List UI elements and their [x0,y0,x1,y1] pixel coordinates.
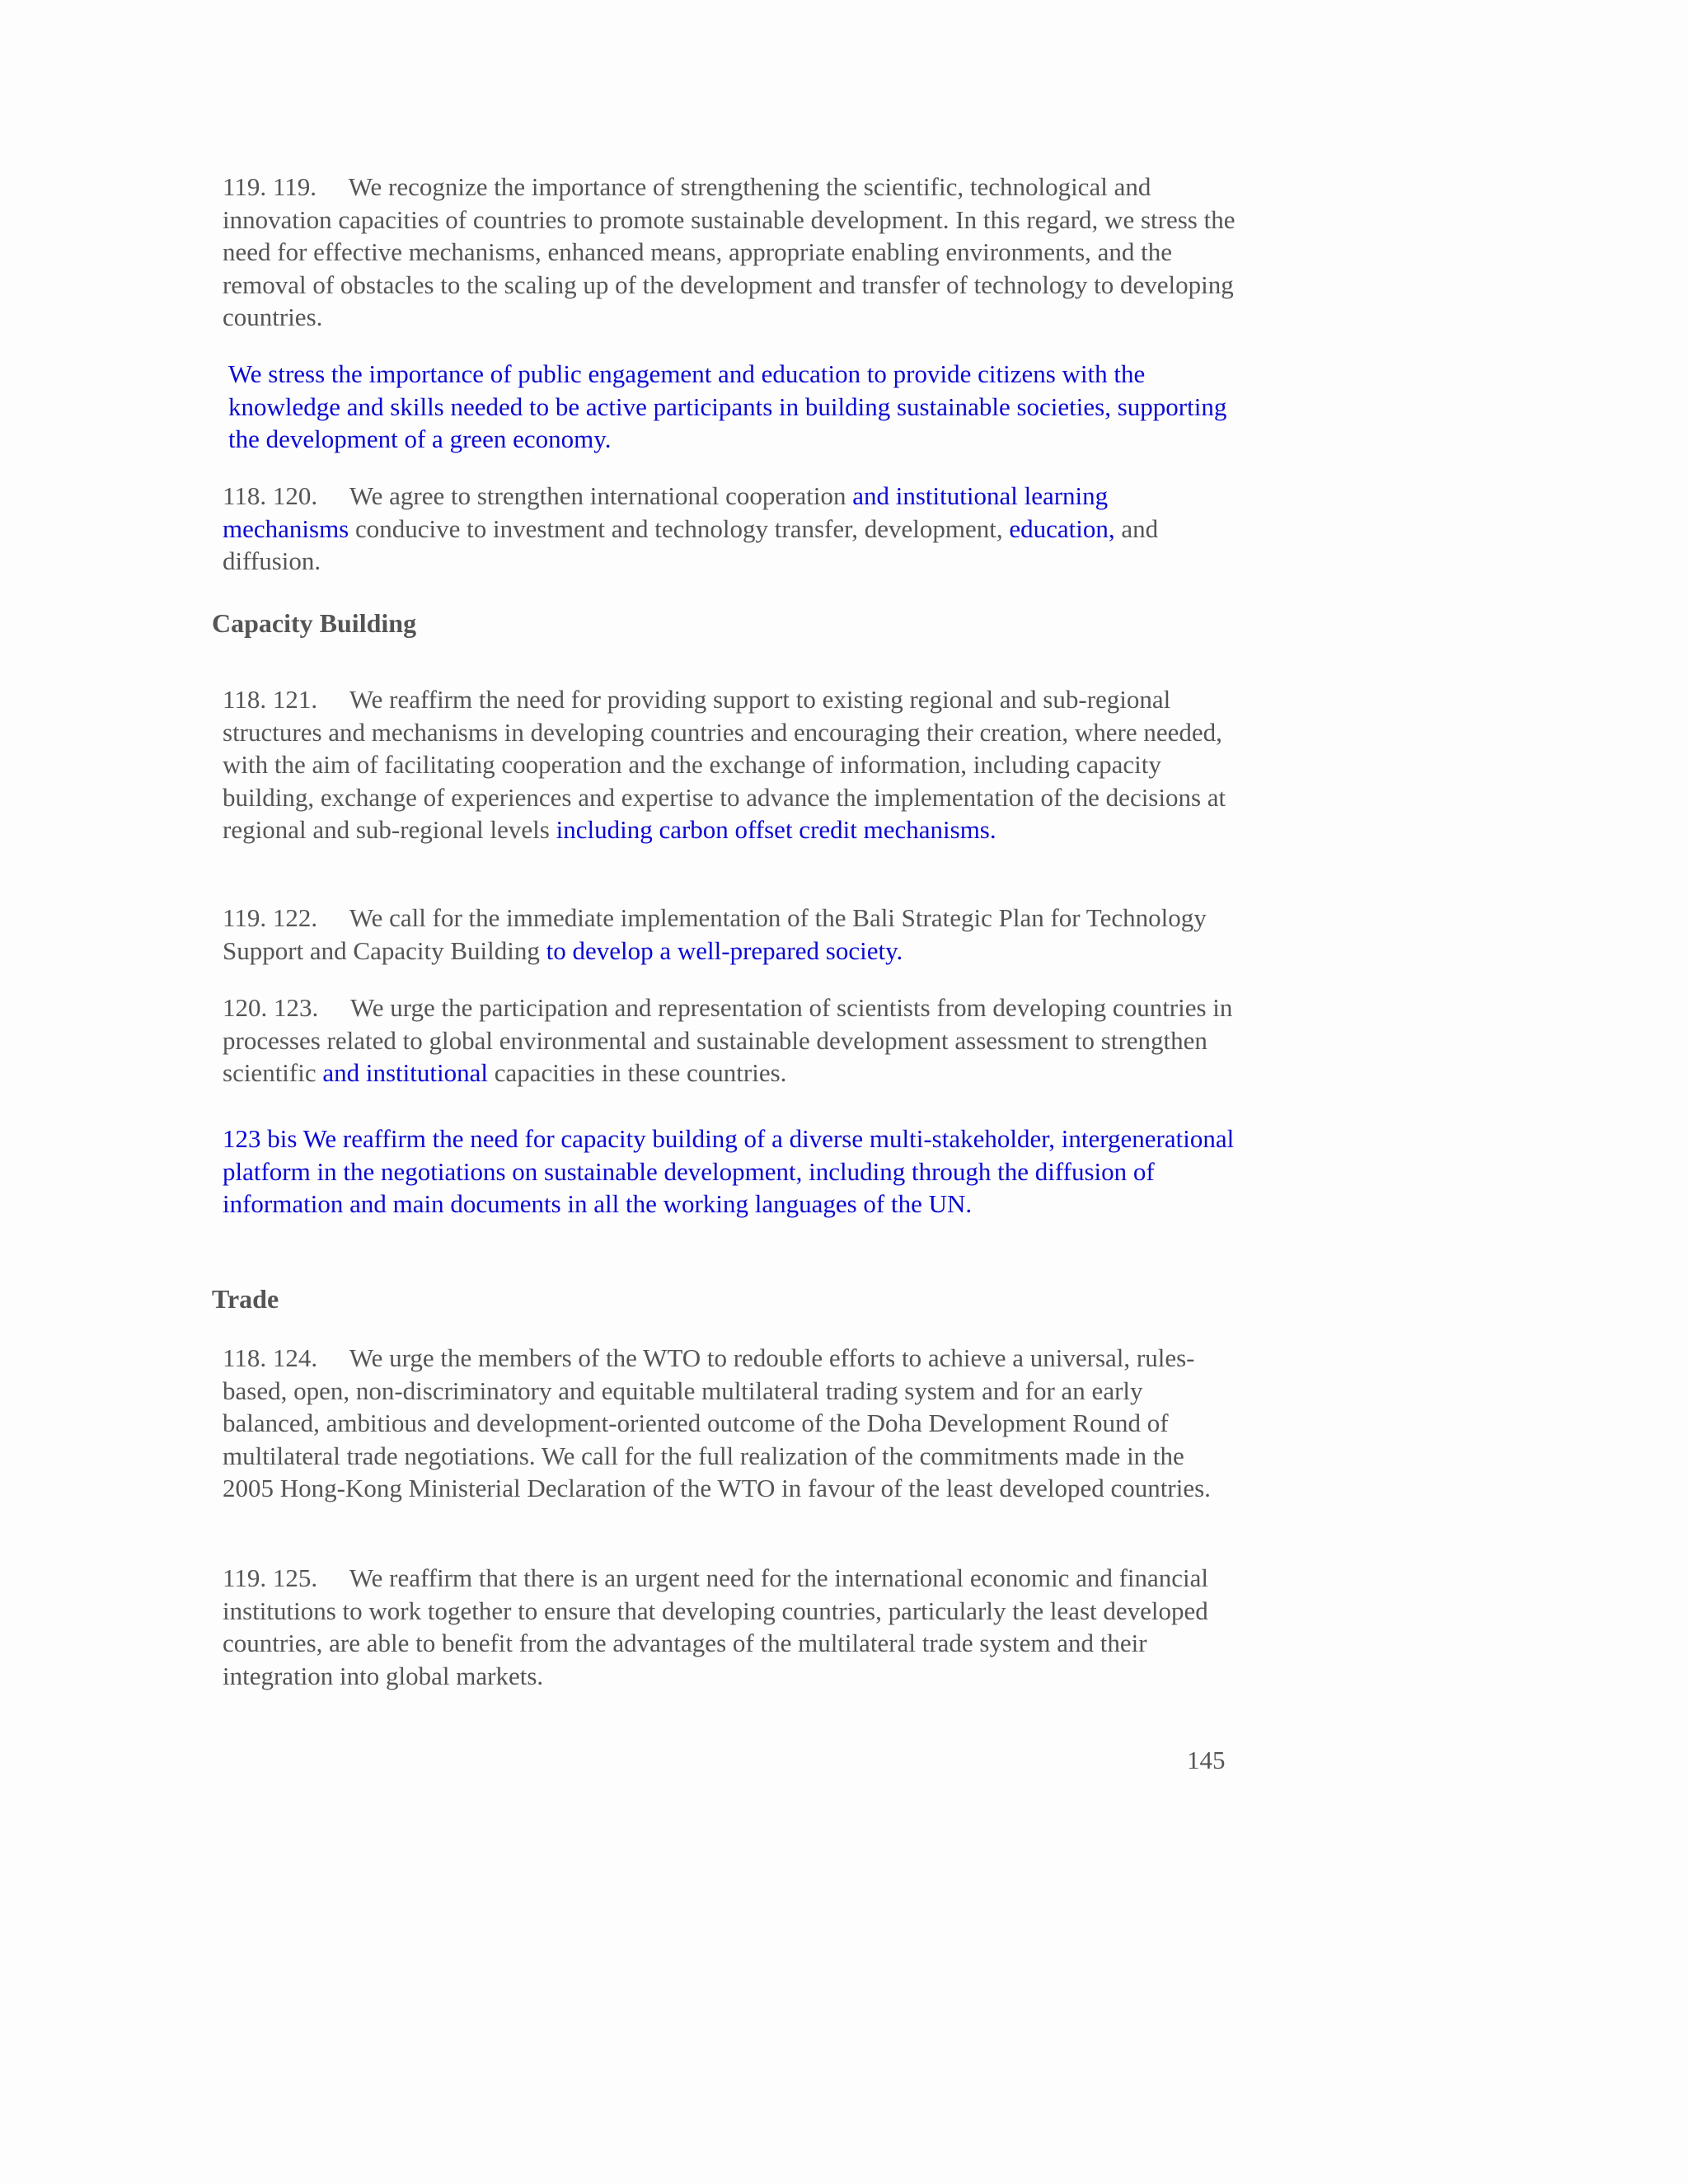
paragraph-text: We reaffirm the need for providing support to existing regional and sub-regional structures and mechanisms in developing countries and encouraging their creation, where needed, with the aim of facilitating cooperation and the exchange of information, including capacity building, exchange of experiences and expertise to advance the implementation of the decisions at regional and sub-regional levels [223,685,1226,844]
paragraph-text: and diffusion. [223,513,1159,575]
paragraph-text: capacities in these countries. [488,1058,787,1087]
paragraph-text: We urge the participation and representation of scientists from developing countries in processes related to global environmental and sustainable development assessment to strengthen scientific [223,993,1233,1087]
paragraph-123 [223,991,1236,1090]
inserted-paragraph-123-bis [223,1122,1236,1221]
paragraph-119 [223,171,1236,334]
paragraph-121 [223,683,1236,846]
paragraph-number: 120. 123. [223,993,319,1022]
inserted-text: including carbon offset credit mechanisms. [556,815,996,844]
paragraph-122 [223,902,1236,967]
paragraph-text: We agree to strengthen international cooperation [349,481,853,510]
inserted-text: We stress the importance of public engagement and education to provide citizens with the knowledge and skills needed to be active participants in building sustainable societies, supporting the development of a green economy. [228,359,1227,453]
paragraph-125 [223,1562,1236,1692]
paragraph-text: conducive to investment and technology transfer, development, [349,513,1010,543]
paragraph-number: 119. 122. [223,903,318,932]
inserted-text: education, [1009,513,1115,543]
paragraph-120 [223,480,1236,578]
inserted-text: and institutional [322,1058,488,1087]
paragraph-number: 119. 125. [223,1563,318,1592]
inserted-paragraph-public-engagement [228,358,1234,456]
paragraph-124 [223,1342,1236,1505]
section-heading-capacity-building: Capacity Building [212,608,417,638]
inserted-text: and institutional learning mechanisms [223,481,1109,543]
paragraph-text: We call for the immediate implementation of the Bali Strategic Plan for Technology Support and Capacity Building [223,903,1207,965]
paragraph-number: 118. 120. [223,481,318,510]
paragraph-text: We recognize the importance of strengthening the scientific, technological and innovation capacities of countries to promote sustainable development. In this regard, we stress the need for effective mechanisms, enhanced means, appropriate enabling environments, and the removal of obstacles to the scaling up of the development and transfer of technology to developing countries. [223,172,1236,331]
page-number: 145 [1187,1746,1226,1774]
inserted-text: 123 bis We reaffirm the need for capacity building of a diverse multi-stakeholder, intergenerational platform in the negotiations on sustainable development, including through the diffusion of information and main documents in all the working languages of the UN. [223,1124,1235,1218]
paragraph-number: 118. 124. [223,1343,318,1372]
paragraph-number: 119. 119. [223,172,316,201]
paragraph-number: 118. 121. [223,685,318,714]
paragraph-text: We reaffirm that there is an urgent need for the international economic and financial institutions to work together to ensure that developing countries, particularly the least developed countries, are able to benefit from the advantages of the multilateral trade system and their integration into global markets. [223,1563,1209,1690]
section-heading-trade: Trade [212,1284,279,1314]
inserted-text: to develop a well-prepared society. [546,935,903,965]
paragraph-text: We urge the members of the WTO to redouble efforts to achieve a universal, rules-based, open, non-discriminatory and equitable multilateral trading system and for an early balanced, ambitious and development-oriented outcome of the Doha Development Round of multilateral trade negotiations. We call for the full realization of the commitments made in the 2005 Hong-Kong Ministerial Declaration of the WTO in favour of the least developed countries. [223,1343,1211,1502]
